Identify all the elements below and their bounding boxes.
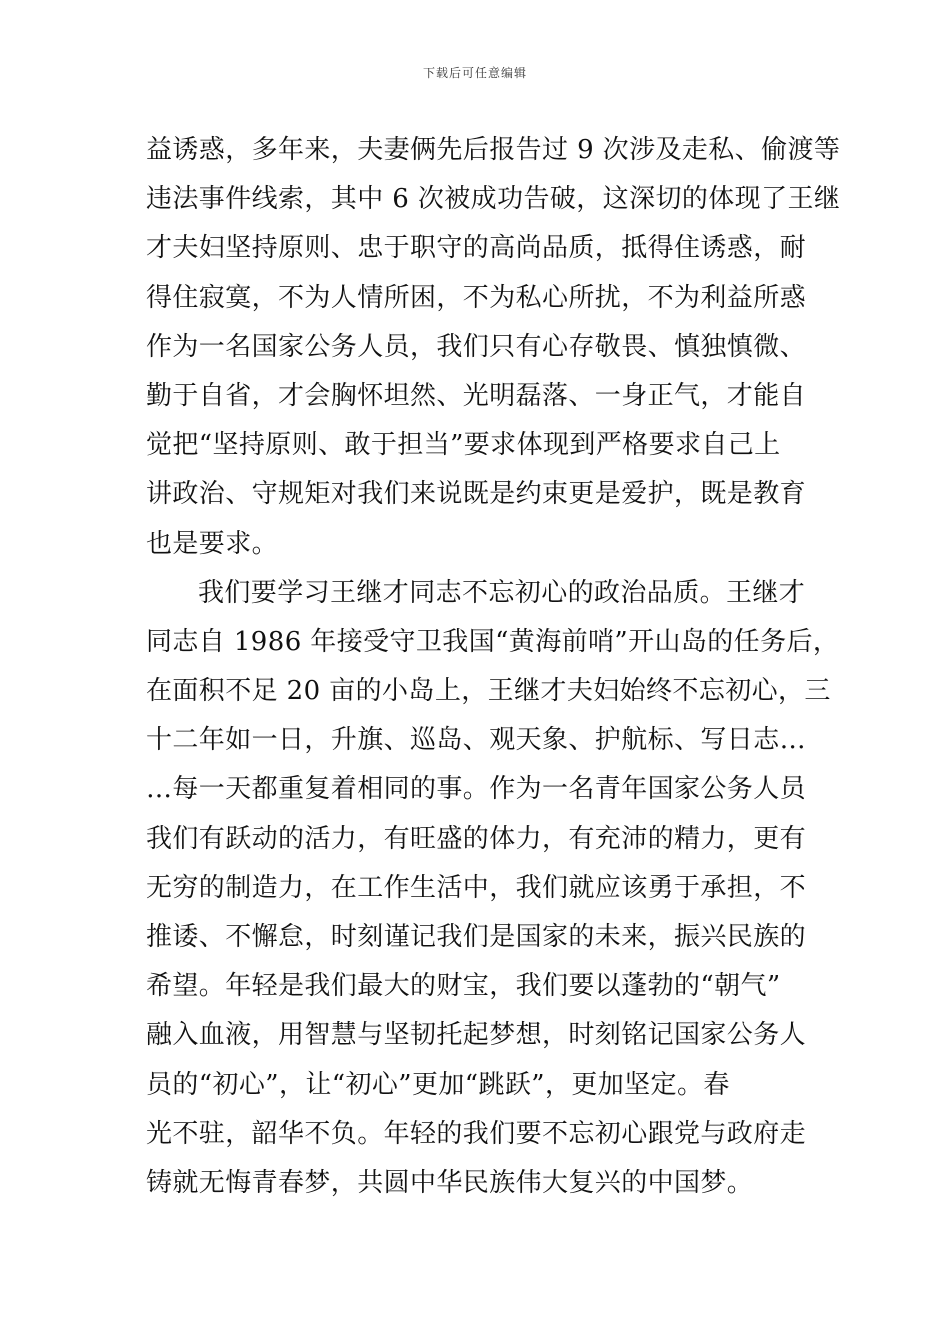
text-line: 作为一名国家公务人员，我们只有心存敬畏、慎独慎微、	[146, 331, 807, 362]
text-line: 也是要求。	[146, 528, 279, 559]
text-line: 在面积不足 20 亩的小岛上，王继才夫妇始终不忘初心，三	[146, 676, 831, 707]
text-line: 得住寂寞，不为人情所困，不为私心所扰，不为利益所惑	[146, 282, 807, 313]
text-line: 讲政治、守规矩对我们来说既是约束更是爱护，既是教育	[146, 479, 807, 510]
text-line: 十二年如一日，升旗、巡岛、观天象、护航标、写日志…	[146, 725, 807, 756]
text-line: 才夫妇坚持原则、忠于职守的高尚品质，抵得住诱惑，耐	[146, 233, 807, 264]
text-line: …每一天都重复着相同的事。作为一名青年国家公务人员	[146, 774, 807, 805]
text-line: 我们有跃动的活力，有旺盛的体力，有充沛的精力，更有	[146, 823, 807, 854]
text-line: 员的“初心”，让“初心”更加“跳跃”，更加坚定。春	[146, 1069, 730, 1100]
text-line: 无穷的制造力，在工作生活中，我们就应该勇于承担，不	[146, 872, 807, 903]
paragraph-first-line: 我们要学习王继才同志不忘初心的政治品质。王继才	[198, 577, 806, 608]
text-line: 觉把“坚持原则、敢于担当”要求体现到严格要求自己上	[146, 430, 781, 461]
text-line: 同志自 1986 年接受守卫我国“黄海前哨”开山岛的任务后，	[146, 626, 840, 657]
text-line: 益诱惑，多年来，夫妻俩先后报告过 9 次涉及走私、偷渡等	[146, 135, 841, 165]
page-header: 下载后可任意编辑	[422, 66, 527, 80]
text-line: 推诿、不懈怠，时刻谨记我们是国家的未来，振兴民族的	[146, 922, 807, 952]
text-line: 光不驻，韶华不负。年轻的我们要不忘初心跟党与政府走	[146, 1118, 807, 1149]
text-line: 希望。年轻是我们最大的财宝，我们要以蓬勃的“朝气”	[146, 971, 781, 1002]
text-line: 铸就无悔青春梦，共圆中华民族伟大复兴的中国梦。	[146, 1167, 754, 1198]
document-body	[146, 126, 841, 1208]
text-line: 勤于自省，才会胸怀坦然、光明磊落、一身正气，才能自	[146, 380, 807, 411]
text-line: 违法事件线索，其中 6 次被成功告破，这深切的体现了王继	[146, 184, 841, 215]
text-line: 融入血液，用智慧与坚韧托起梦想，时刻铭记国家公务人	[146, 1020, 807, 1051]
